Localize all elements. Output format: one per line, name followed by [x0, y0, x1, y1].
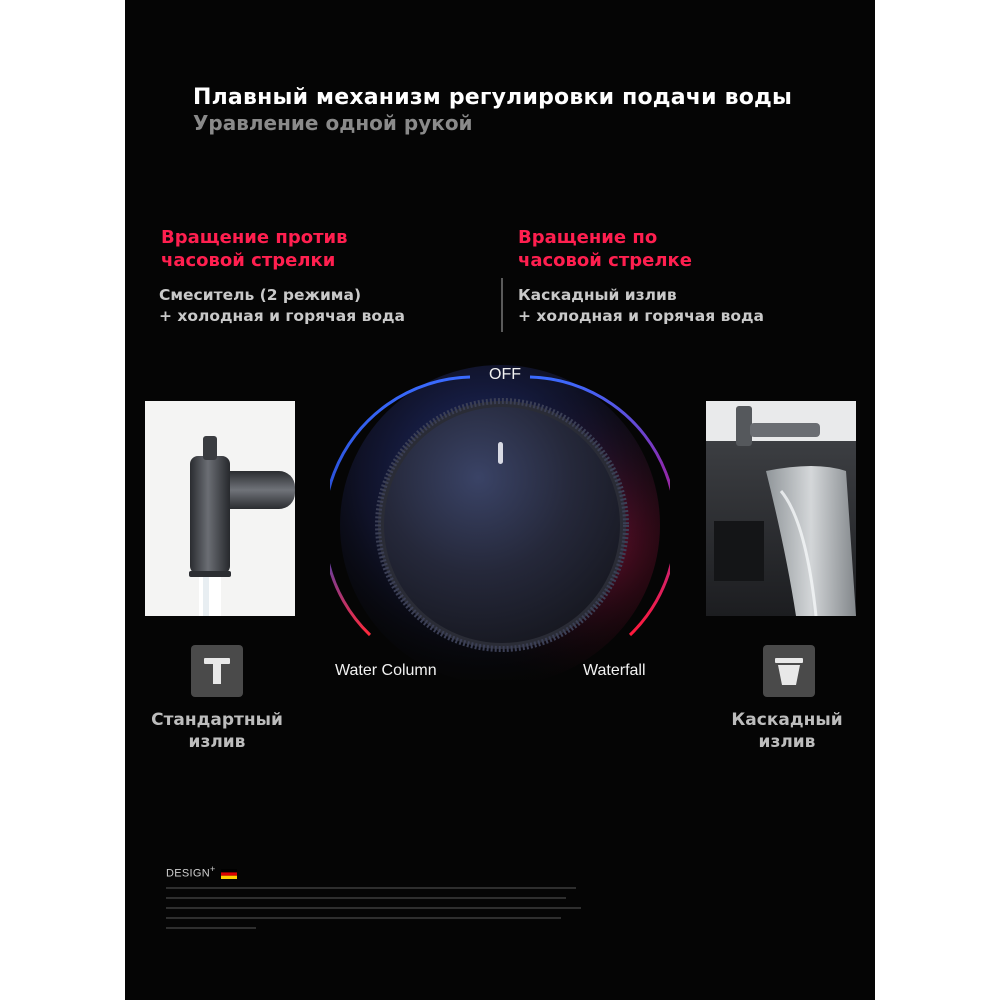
promo-card: [125, 0, 875, 1000]
right-desc-line1: Каскадный излив: [518, 286, 677, 304]
control-dial[interactable]: [330, 360, 670, 680]
waterfall-spout-label-line2: излив: [758, 732, 816, 752]
brand-mark: [166, 864, 237, 880]
divider: [501, 278, 503, 332]
right-direction-line1: Вращение по: [518, 227, 658, 248]
left-desc-line2: + холодная и горячая вода: [159, 307, 406, 325]
left-desc-line1: Смеситель (2 режима): [159, 286, 362, 304]
standard-spout-photo: [145, 401, 295, 616]
waterfall-spout-label-line1: Каскадный: [731, 710, 843, 730]
standard-spout-label-line1: Стандартный: [151, 710, 283, 730]
right-direction-title: [518, 226, 692, 272]
left-direction-line1: Вращение против: [161, 227, 348, 248]
right-mode-description: [518, 285, 764, 327]
standard-spout-icon: [191, 645, 243, 697]
standard-spout-label: [127, 709, 307, 753]
dial-waterfall-label: Waterfall: [583, 662, 646, 679]
brand-text: DESIGN: [166, 867, 210, 880]
waterfall-spout-photo: [706, 401, 856, 616]
left-mode-description: [159, 285, 405, 327]
left-direction-title: [161, 226, 348, 272]
dial-indicator-icon: [498, 442, 503, 464]
germany-flag-icon: [221, 869, 237, 879]
standard-spout-label-line2: излив: [188, 732, 246, 752]
page-subtitle: Уравление одной рукой: [193, 111, 473, 135]
waterfall-spout-label: [697, 709, 875, 753]
waterfall-spout-icon: [763, 645, 815, 697]
right-desc-line2: + холодная и горячая вода: [518, 307, 765, 325]
left-direction-line2: часовой стрелки: [161, 250, 336, 271]
right-direction-line2: часовой стрелке: [518, 250, 692, 271]
dial-water-column-label: Water Column: [335, 662, 437, 679]
brand-plus: +: [209, 864, 216, 874]
page-title: Плавный механизм регулировки подачи воды: [193, 85, 793, 110]
fine-print-texture: [166, 885, 586, 933]
dial-knob[interactable]: [384, 407, 620, 643]
dial-off-label: OFF: [489, 366, 521, 383]
